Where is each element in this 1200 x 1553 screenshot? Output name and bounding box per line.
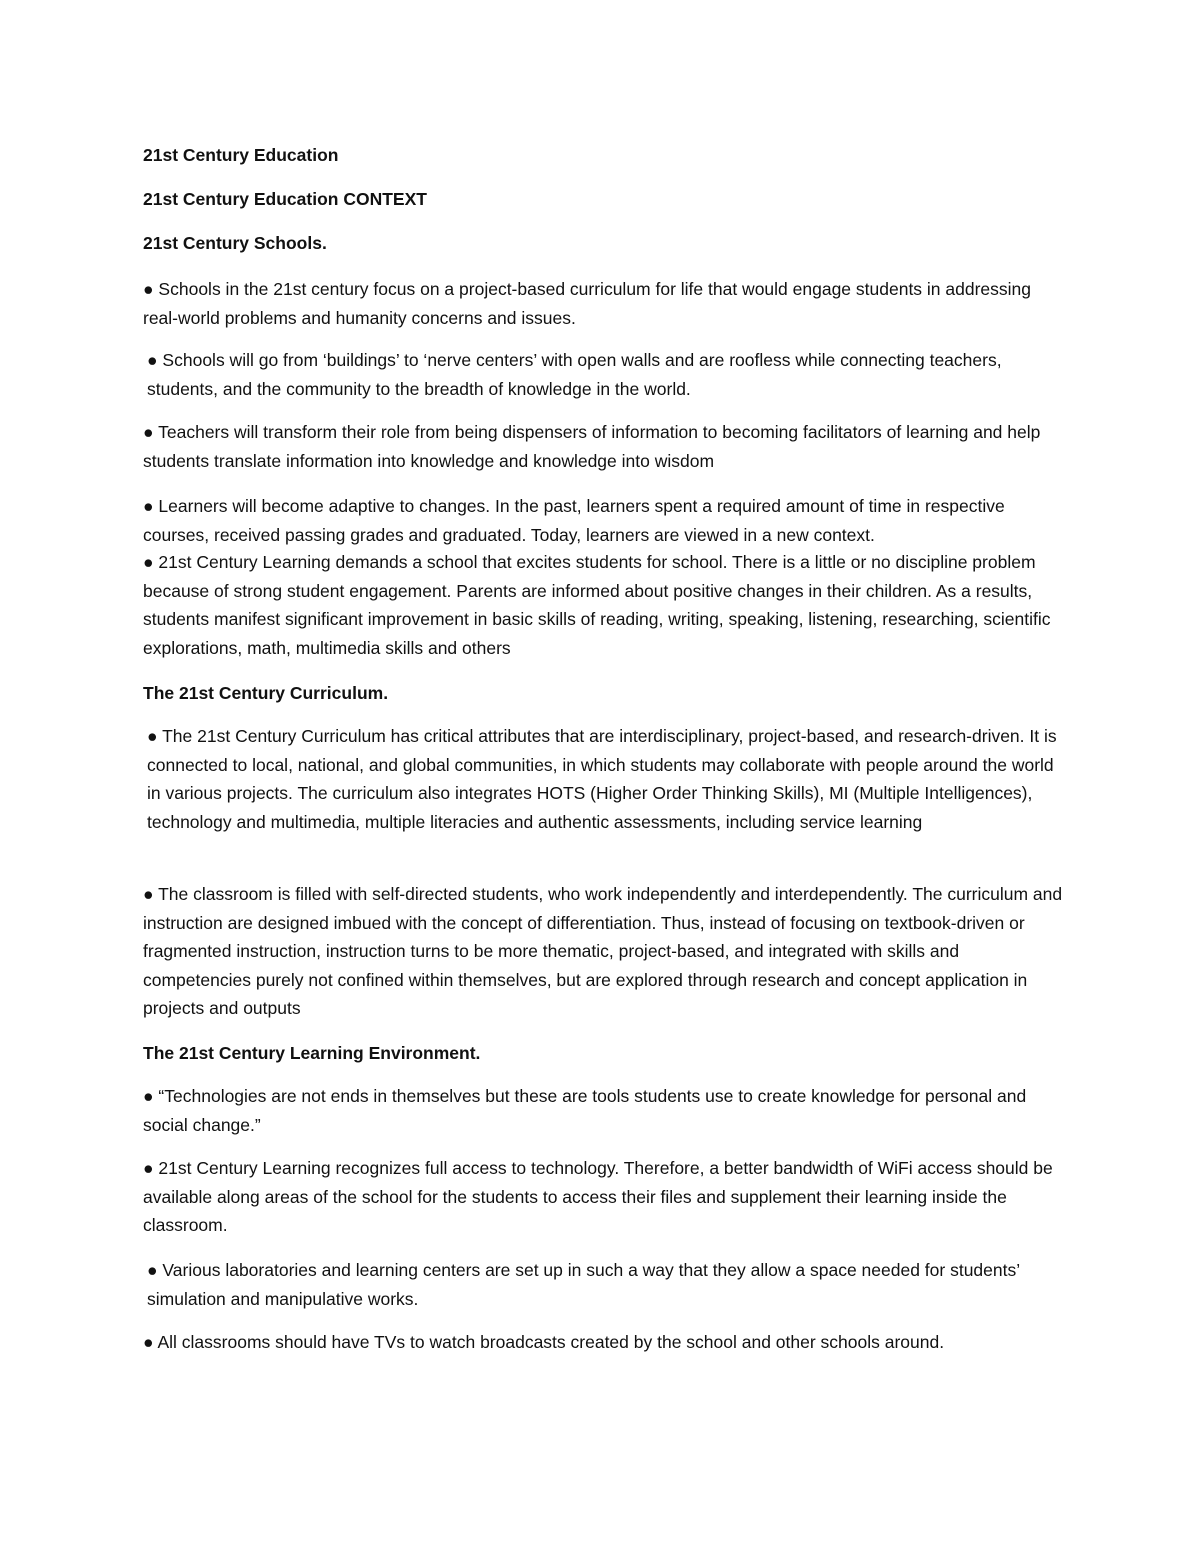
list-item: ● The classroom is filled with self-directed students, who work independently and interdependently. The curriculum and instruction are designed imbued with the concept of differentiation. Thus, instead of focusing on textbook-driven or fragmented instruction, instruction turns to be more thematic, project-based, and integrated with skills and competencies purely not confined within themselves, but are explored through research and concept application in projects and outputs [143, 884, 1063, 1018]
section-heading-curriculum: The 21st Century Curriculum. [143, 683, 389, 703]
list-item: ● “Technologies are not ends in themselves but these are tools students use to create knowledge for personal and social change.” [143, 1086, 1027, 1135]
list-item: ● Teachers will transform their role from being dispensers of information to becoming facilitators of learning and help students translate information into knowledge and knowledge into wisdom [143, 422, 1041, 471]
document-title: 21st Century Education [143, 145, 339, 165]
section-heading-environment: The 21st Century Learning Environment. [143, 1043, 481, 1063]
list-item: ● 21st Century Learning demands a school that excites students for school. There is a little or no discipline problem because of strong student engagement. Parents are informed about positive changes in their children. As a results, students manifest significant improvement in basic skills of reading, writing, speaking, listening, researching, scientific explorations, math, multimedia skills and others [143, 552, 1051, 658]
list-item: ● The 21st Century Curriculum has critical attributes that are interdisciplinary, project-based, and research-driven. It is connected to local, national, and global communities, in which students may collaborate with people around the world in various projects. The curriculum also integrates HOTS (Higher Order Thinking Skills), MI (Multiple Intelligences), technology and multimedia, multiple literacies and authentic assessments, including service learning [147, 726, 1057, 832]
list-item: ● Various laboratories and learning centers are set up in such a way that they allow a space needed for students’ simulation and manipulative works. [147, 1260, 1020, 1309]
list-item: ● All classrooms should have TVs to watch broadcasts created by the school and other schools around. [143, 1332, 945, 1352]
list-item: ● Schools will go from ‘buildings’ to ‘nerve centers’ with open walls and are roofless while connecting teachers, students, and the community to the breadth of knowledge in the world. [147, 350, 1002, 399]
list-item: ● Learners will become adaptive to changes. In the past, learners spent a required amount of time in respective courses, received passing grades and graduated. Today, learners are viewed in a new context. [143, 496, 1005, 545]
section-heading-schools: 21st Century Schools. [143, 233, 327, 253]
list-item: ● Schools in the 21st century focus on a project-based curriculum for life that would engage students in addressing real-world problems and humanity concerns and issues. [143, 279, 1032, 328]
document-subtitle: 21st Century Education CONTEXT [143, 189, 427, 209]
list-item: ● 21st Century Learning recognizes full access to technology. Therefore, a better bandwidth of WiFi access should be available along areas of the school for the students to access their files and supplement their learning inside the classroom. [143, 1158, 1053, 1235]
